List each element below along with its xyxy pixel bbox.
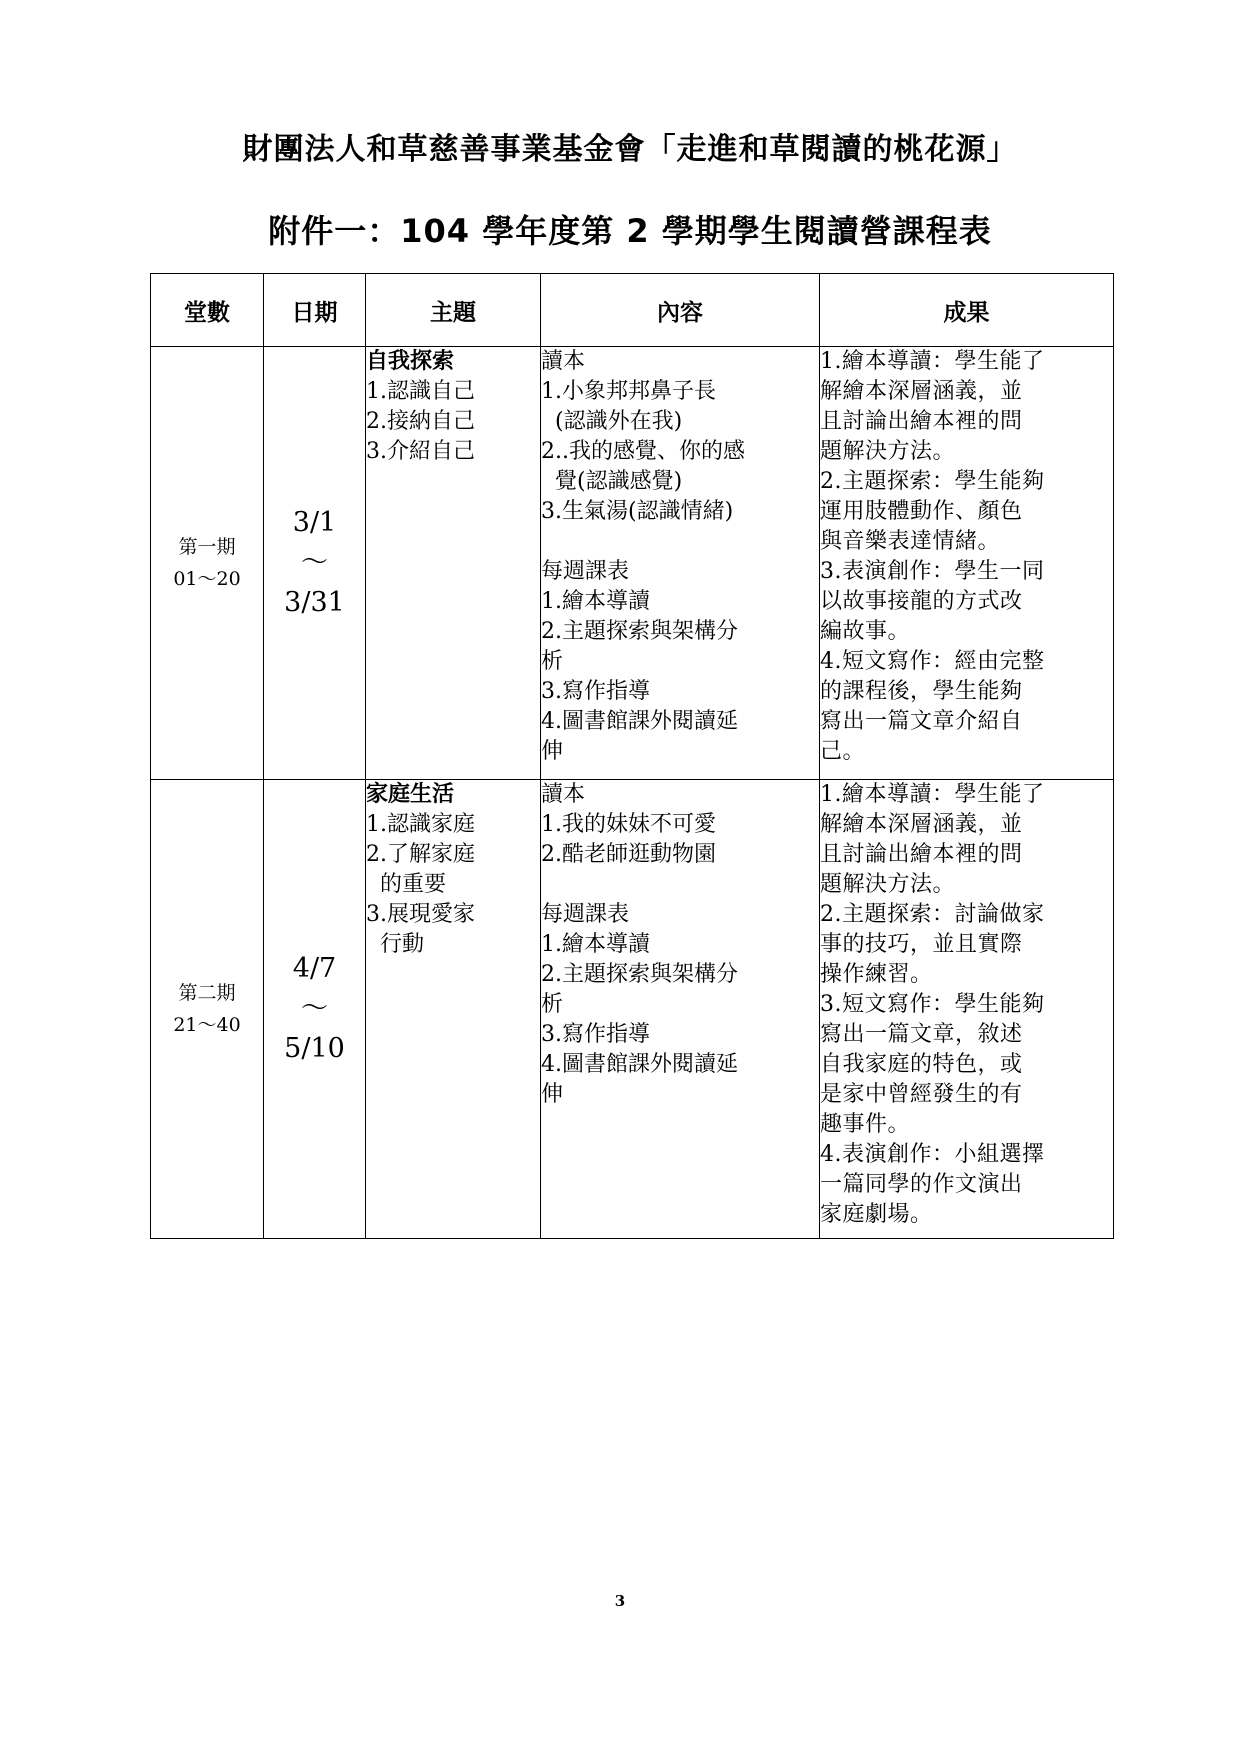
session-label: 第二期 bbox=[178, 982, 236, 1004]
result-line: 與音樂表達情緒。 bbox=[820, 529, 1001, 554]
content-line: 伸 bbox=[541, 1082, 564, 1107]
result-line: 一篇同學的作文演出 bbox=[820, 1172, 1023, 1197]
result-line: 2.主題探索：學生能夠 bbox=[820, 469, 1045, 494]
content-line: 覺(認識感覺) bbox=[541, 469, 683, 494]
theme-line: 1.認識家庭 bbox=[366, 812, 475, 837]
date-start: 3/1 bbox=[292, 507, 337, 538]
result-line: 自我家庭的特色，或 bbox=[820, 1052, 1023, 1077]
result-line: 編故事。 bbox=[820, 619, 911, 644]
date-separator: ～ bbox=[301, 993, 328, 1024]
content-line: (認識外在我) bbox=[541, 409, 683, 434]
result-line: 題解決方法。 bbox=[820, 872, 956, 897]
result-line: 解繪本深層涵義，並 bbox=[820, 812, 1023, 837]
content-line: 每週課表 bbox=[541, 559, 630, 584]
content-line: 1.繪本導讀 bbox=[541, 932, 650, 957]
session-range: 21～40 bbox=[173, 1014, 241, 1036]
page-number: 3 bbox=[614, 1592, 626, 1610]
result-line: 寫出一篇文章介紹自 bbox=[820, 709, 1023, 734]
result-line: 運用肢體動作、顏色 bbox=[820, 499, 1023, 524]
result-line: 家庭劇場。 bbox=[820, 1202, 933, 1227]
result-line: 2.主題探索：討論做家 bbox=[820, 902, 1045, 927]
result-line: 題解決方法。 bbox=[820, 439, 956, 464]
result-line: 趣事件。 bbox=[820, 1112, 911, 1137]
theme-title: 自我探索 bbox=[366, 349, 455, 374]
content-line: 讀本 bbox=[541, 349, 586, 374]
result-line: 是家中曾經發生的有 bbox=[820, 1082, 1023, 1107]
result-line: 寫出一篇文章，敘述 bbox=[820, 1022, 1023, 1047]
course-schedule-table bbox=[150, 273, 1114, 1239]
date-separator: ～ bbox=[301, 547, 328, 578]
result-line: 3.表演創作：學生一同 bbox=[820, 559, 1045, 584]
result-cell bbox=[820, 347, 1114, 780]
content-line: 4.圖書館課外閱讀延 bbox=[541, 709, 738, 734]
date-end: 3/31 bbox=[284, 587, 345, 618]
theme-cell bbox=[366, 780, 541, 1239]
result-line: 事的技巧，並且實際 bbox=[820, 932, 1023, 957]
content-line: 讀本 bbox=[541, 782, 586, 807]
document-title: 財團法人和草慈善事業基金會「走進和草閱讀的桃花源」 bbox=[242, 132, 1018, 167]
content-line: 1.我的妹妹不可愛 bbox=[541, 812, 716, 837]
content-line: 2.主題探索與架構分 bbox=[541, 619, 738, 644]
result-line: 3.短文寫作：學生能夠 bbox=[820, 992, 1045, 1017]
content-line: 4.圖書館課外閱讀延 bbox=[541, 1052, 738, 1077]
session-label: 第一期 bbox=[178, 536, 236, 558]
content-line: 析 bbox=[541, 649, 564, 674]
table-header-row bbox=[151, 274, 1114, 347]
result-line: 操作練習。 bbox=[820, 962, 933, 987]
document-subtitle: 附件一：104 學年度第 2 學期學生閱讀營課程表 bbox=[268, 212, 992, 250]
theme-line: 1.認識自己 bbox=[366, 379, 475, 404]
table-row bbox=[151, 780, 1114, 1239]
content-cell bbox=[541, 780, 820, 1239]
content-line: 1.小象邦邦鼻子長 bbox=[541, 379, 716, 404]
content-line: 1.繪本導讀 bbox=[541, 589, 650, 614]
session-cell bbox=[151, 347, 264, 780]
header-result: 成果 bbox=[820, 274, 1114, 347]
result-line: 且討論出繪本裡的問 bbox=[820, 409, 1023, 434]
header-theme: 主題 bbox=[366, 274, 541, 347]
content-line bbox=[541, 527, 819, 557]
result-line: 4.短文寫作：經由完整 bbox=[820, 649, 1045, 674]
session-cell bbox=[151, 780, 264, 1239]
session-range: 01～20 bbox=[173, 568, 241, 590]
content-line: 析 bbox=[541, 992, 564, 1017]
content-line: 3.生氣湯(認識情緒) bbox=[541, 499, 734, 524]
content-line: 2.主題探索與架構分 bbox=[541, 962, 738, 987]
theme-cell bbox=[366, 347, 541, 780]
result-line: 的課程後，學生能夠 bbox=[820, 679, 1023, 704]
content-line: 伸 bbox=[541, 739, 564, 764]
content-cell bbox=[541, 347, 820, 780]
table-row bbox=[151, 347, 1114, 780]
date-end: 5/10 bbox=[284, 1033, 345, 1064]
content-line: 2..我的感覺、你的感 bbox=[541, 439, 745, 464]
date-cell bbox=[264, 780, 366, 1239]
header-session: 堂數 bbox=[151, 274, 264, 347]
content-line: 每週課表 bbox=[541, 902, 630, 927]
theme-line: 3.展現愛家 bbox=[366, 902, 475, 927]
header-date: 日期 bbox=[264, 274, 366, 347]
date-cell bbox=[264, 347, 366, 780]
result-line: 解繪本深層涵義，並 bbox=[820, 379, 1023, 404]
theme-line: 行動 bbox=[366, 932, 424, 957]
theme-line: 2.了解家庭 bbox=[366, 842, 475, 867]
theme-line: 2.接納自己 bbox=[366, 409, 475, 434]
result-line: 1.繪本導讀：學生能了 bbox=[820, 782, 1045, 807]
content-line: 3.寫作指導 bbox=[541, 1022, 650, 1047]
result-line: 且討論出繪本裡的問 bbox=[820, 842, 1023, 867]
content-line bbox=[541, 870, 819, 900]
date-start: 4/7 bbox=[292, 953, 337, 984]
result-line: 以故事接龍的方式改 bbox=[820, 589, 1023, 614]
result-line: 4.表演創作：小組選擇 bbox=[820, 1142, 1045, 1167]
result-cell bbox=[820, 780, 1114, 1239]
result-line: 己。 bbox=[820, 739, 866, 764]
header-content: 內容 bbox=[541, 274, 820, 347]
theme-title: 家庭生活 bbox=[366, 782, 455, 807]
content-line: 2.酷老師逛動物園 bbox=[541, 842, 716, 867]
content-line: 3.寫作指導 bbox=[541, 679, 650, 704]
theme-line: 3.介紹自己 bbox=[366, 439, 475, 464]
result-line: 1.繪本導讀：學生能了 bbox=[820, 349, 1045, 374]
theme-line: 的重要 bbox=[366, 872, 446, 897]
